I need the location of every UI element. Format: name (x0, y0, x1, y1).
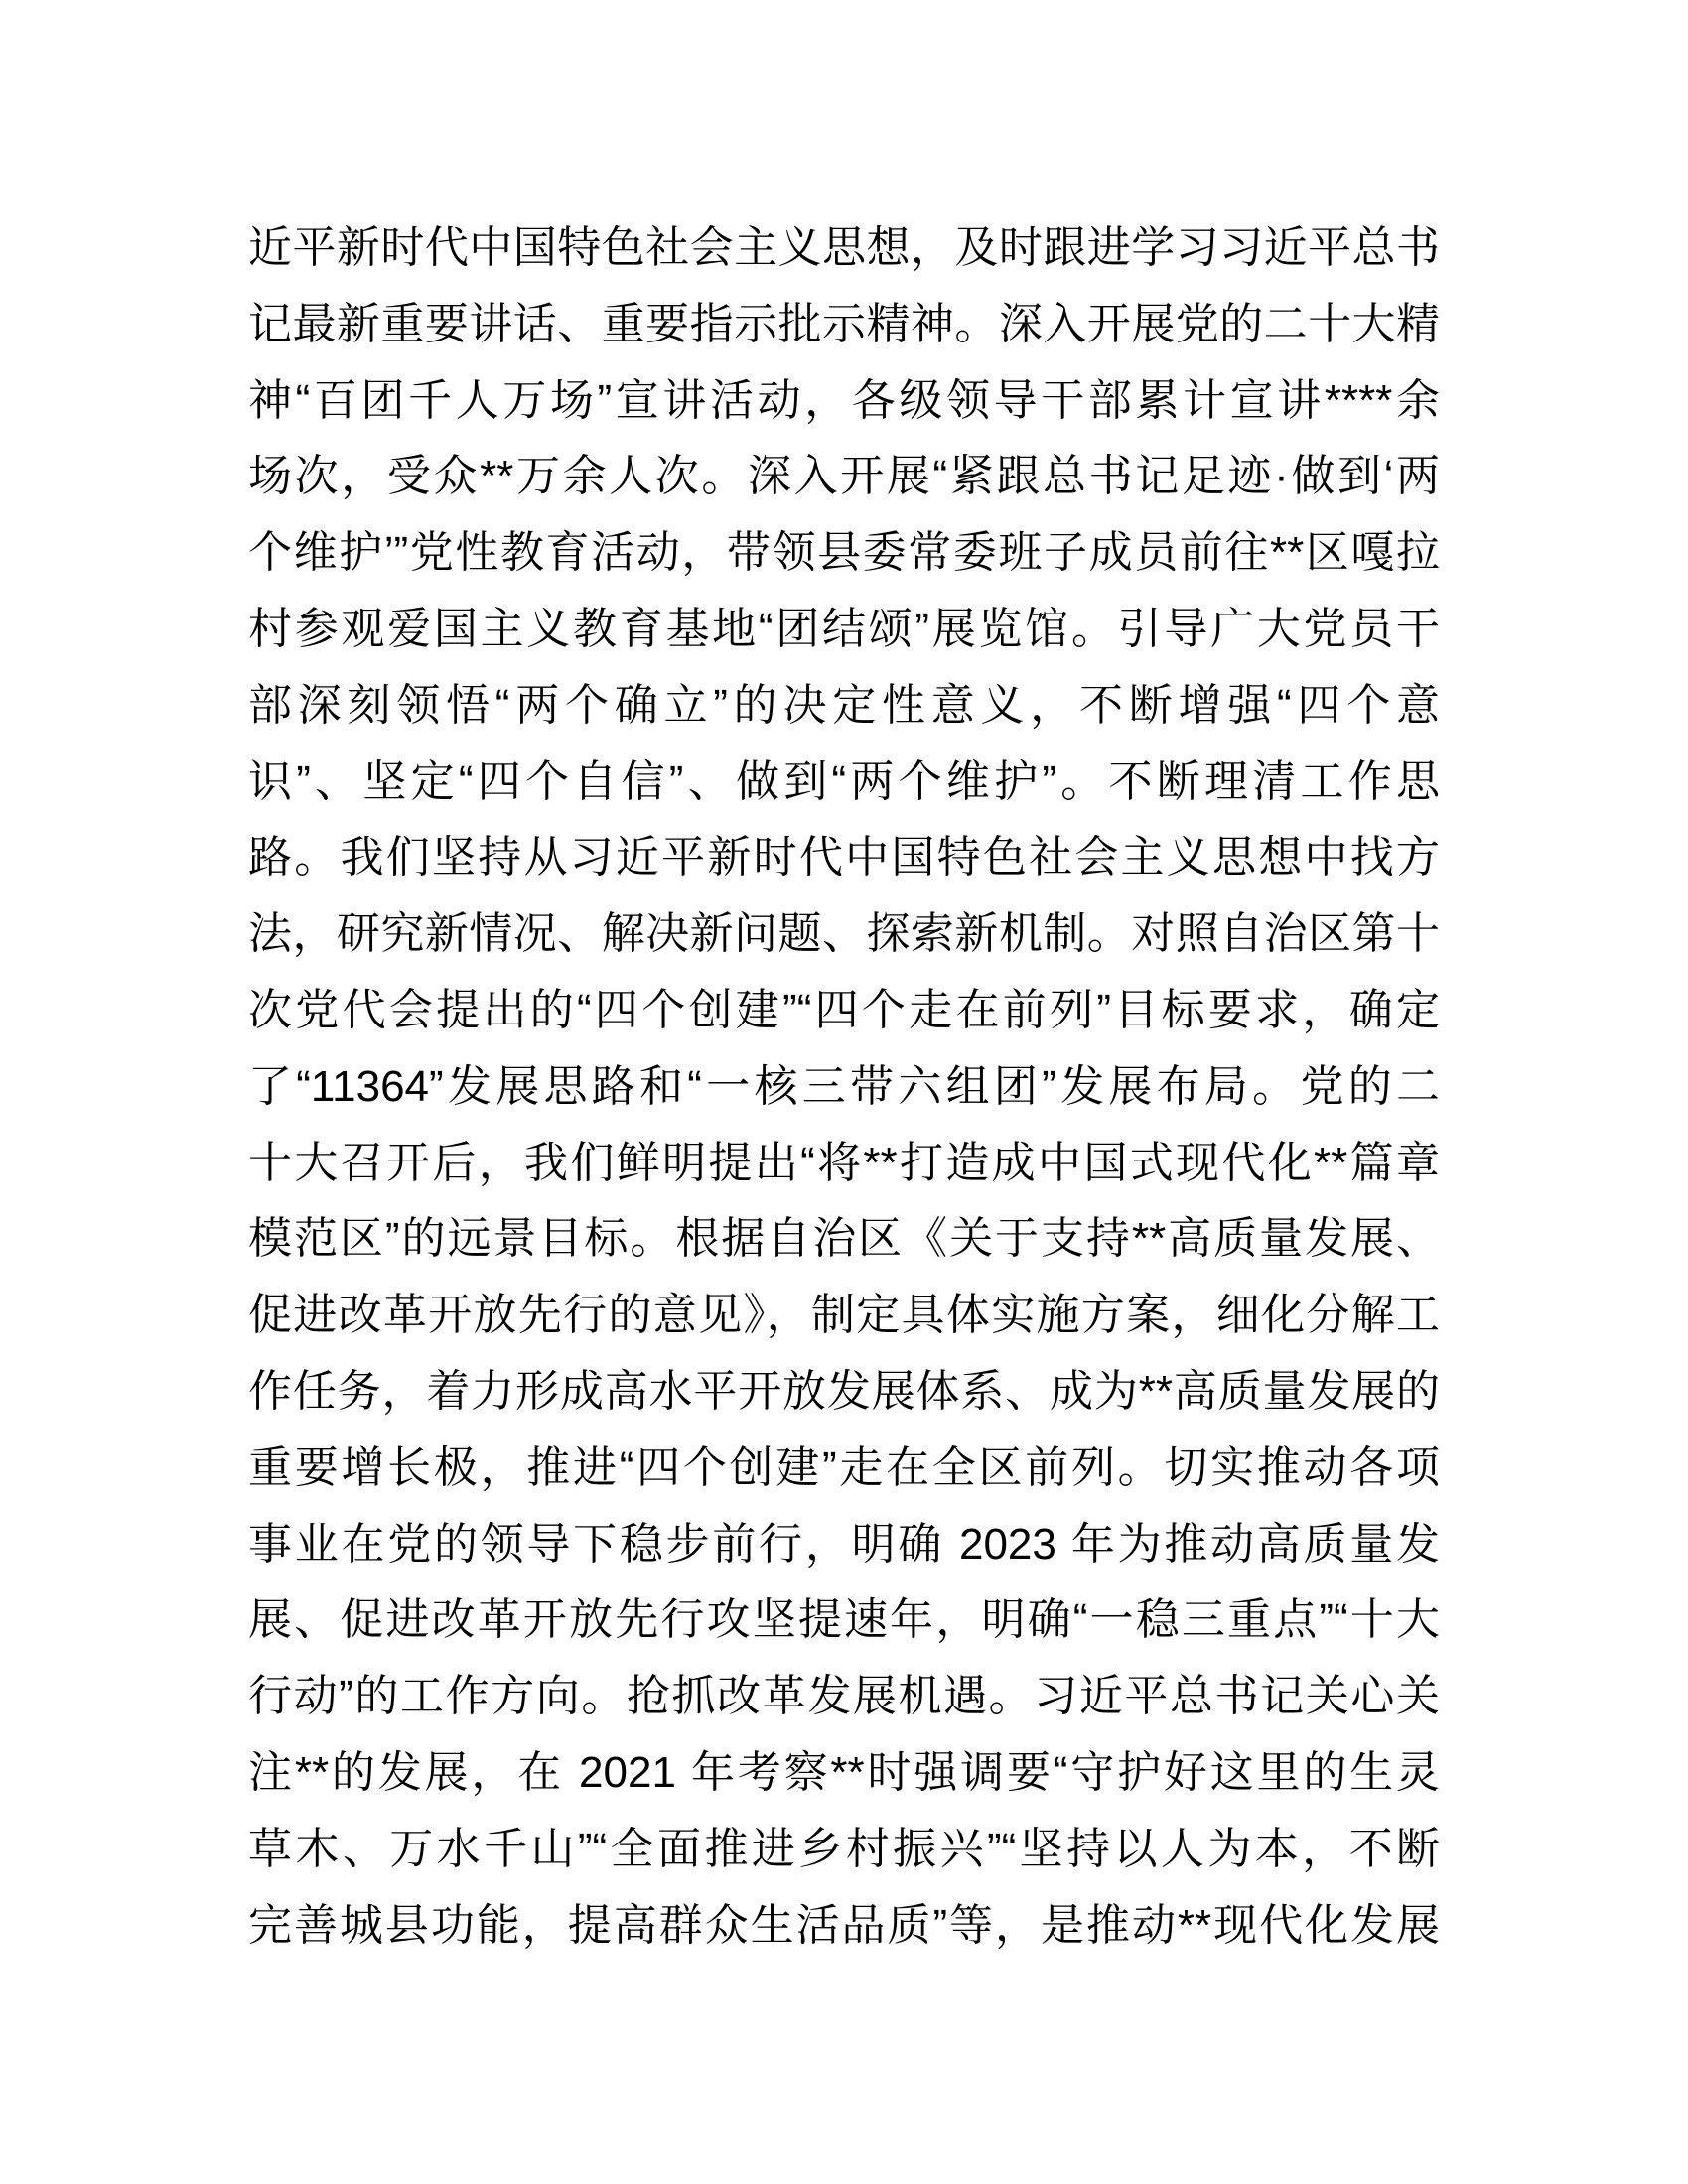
text-line: 路。我们坚持从习近平新时代中国特色社会主义思想中找方 (248, 833, 1440, 883)
text-line: 重要增长极，推进“四个创建”走在全区前列。切实推动各项 (248, 1442, 1440, 1492)
text-line: 了“11364”发展思路和“一核三带六组团”发展布局。党的二 (248, 1061, 1440, 1111)
text-line: 展、促进改革开放先行攻坚提速年，明确“一稳三重点”“十大 (248, 1595, 1440, 1645)
text-line: 事业在党的领导下稳步前行，明确 2023 年为推动高质量发 (248, 1519, 1440, 1569)
text-line: 场次，受众**万余人次。深入开展“紧跟总书记足迹·做到‘两 (248, 452, 1440, 501)
text-line: 部深刻领悟“两个确立”的决定性意义，不断增强“四个意 (248, 680, 1440, 730)
text-line: 法，研究新情况、解决新问题、探索新机制。对照自治区第十 (248, 909, 1440, 959)
text-line: 作任务，着力形成高水平开放发展体系、成为**高质量发展的 (248, 1366, 1440, 1416)
paragraph-text (248, 210, 1440, 1964)
text-line: 促进改革开放先行的意见》，制定具体实施方案，细化分解工 (248, 1291, 1440, 1340)
text-line: 模范区”的远景目标。根据自治区《关于支持**高质量发展、 (248, 1214, 1440, 1264)
text-line: 次党代会提出的“四个创建”“四个走在前列”目标要求，确定 (248, 985, 1440, 1034)
text-line: 神“百团千人万场”宣讲活动，各级领导干部累计宣讲****余 (248, 375, 1440, 425)
text-line: 识”、坚定“四个自信”、做到“两个维护”。不断理清工作思 (248, 756, 1440, 806)
text-line: 记最新重要讲话、重要指示批示精神。深入开展党的二十大精 (248, 299, 1440, 348)
text-line: 个维护’”党性教育活动，带领县委常委班子成员前往**区嘎拉 (248, 528, 1440, 578)
text-line: 注**的发展，在 2021 年考察**时强调要“守护好这里的生灵 (248, 1747, 1440, 1797)
text-line: 草木、万水千山”“全面推进乡村振兴”“坚持以人为本，不断 (248, 1824, 1440, 1873)
text-line: 近平新时代中国特色社会主义思想，及时跟进学习习近平总书 (248, 223, 1440, 272)
text-line: 十大召开后，我们鲜明提出“将**打造成中国式现代化**篇章 (248, 1138, 1440, 1187)
text-line: 完善城县功能，提高群众生活品质”等，是推动**现代化发展 (248, 1900, 1440, 1950)
text-line: 行动”的工作方向。抢抓改革发展机遇。习近平总书记关心关 (248, 1672, 1440, 1721)
text-line: 村参观爱国主义教育基地“团结颂”展览馆。引导广大党员干 (248, 604, 1440, 653)
